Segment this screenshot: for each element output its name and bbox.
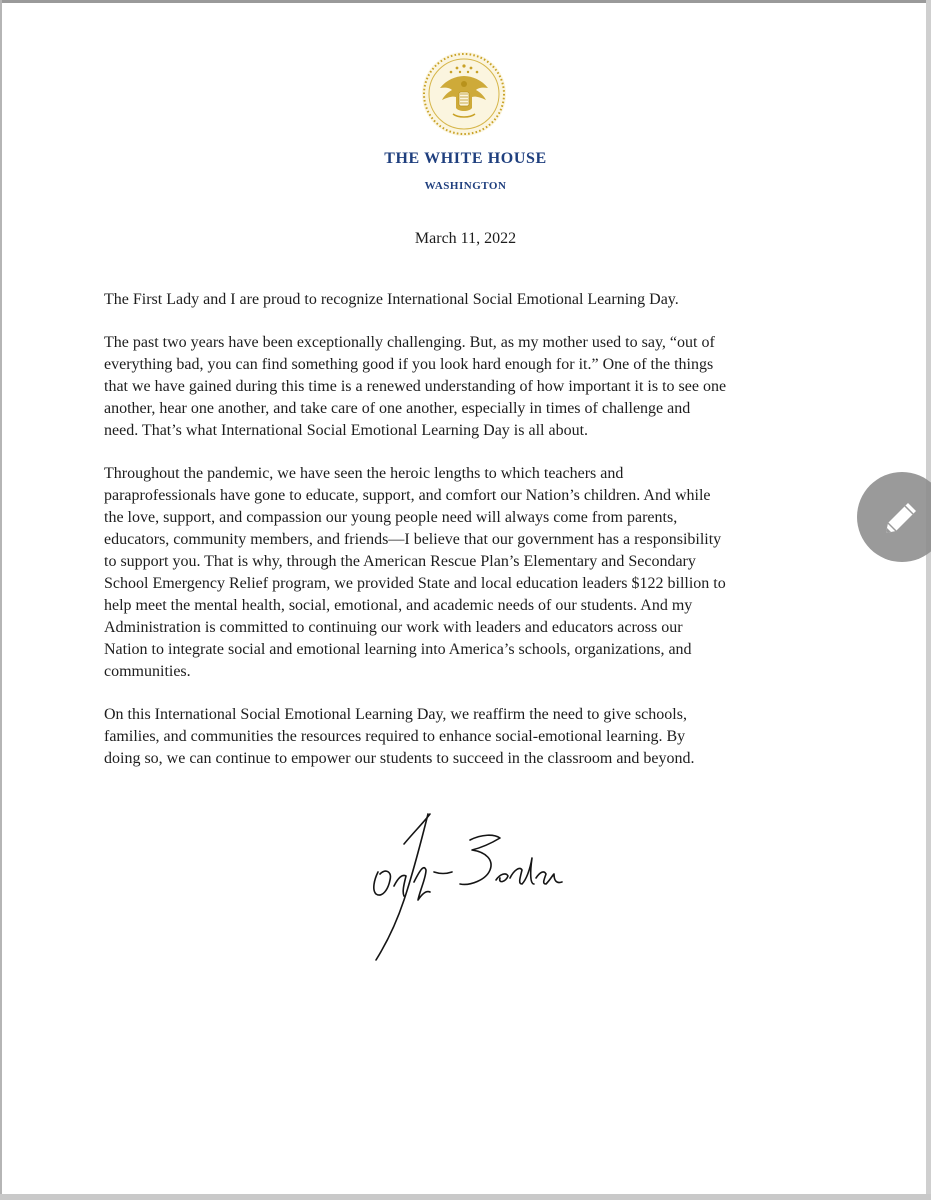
paragraph-line: The First Lady and I are proud to recognize International Social Emotional Learning Day. — [104, 291, 679, 308]
paragraph-line: need. That’s what International Social Emotional Learning Day is all about. — [104, 422, 589, 439]
letterhead-location: WASHINGTON — [424, 180, 507, 192]
paragraph-line: School Emergency Relief program, we provided State and local education leaders $122 billion to — [104, 575, 726, 592]
paragraph-line: Administration is committed to continuing our work with leaders and educators across our — [104, 619, 683, 636]
paragraph-line: everything bad, you can find something good if you look hard enough for it.” One of the things — [104, 356, 714, 373]
scan-edge-bottom — [0, 1194, 931, 1200]
paragraph-line: paraprofessionals have gone to educate, support, and comfort our Nation’s children. And while — [104, 487, 711, 504]
paragraph-line: to support you. That is why, through the American Rescue Plan’s Elementary and Secondary — [104, 553, 696, 570]
paragraph-2 — [104, 332, 824, 442]
letterhead-title: THE WHITE HOUSE — [384, 150, 547, 167]
paragraph-line: communities. — [104, 663, 191, 680]
paragraph-line: the love, support, and compassion our young people need will always come from parents, — [104, 509, 678, 526]
paragraph-line: another, hear one another, and take care of one another, especially in times of challenge and — [104, 400, 691, 417]
edit-button[interactable] — [857, 472, 931, 562]
paragraph-line: The past two years have been exceptionally challenging. But, as my mother used to say, “out of — [104, 334, 715, 351]
paragraph-line: Throughout the pandemic, we have seen the heroic lengths to which teachers and — [104, 465, 624, 482]
paragraph-line: that we have gained during this time is a renewed understanding of how important it is to see one — [104, 378, 727, 395]
paragraph-4 — [104, 704, 824, 770]
letter-body — [104, 289, 824, 791]
scan-edge-top — [0, 0, 931, 3]
paragraph-line: help meet the mental health, social, emotional, and academic needs of our students. And my — [104, 597, 693, 614]
paragraph-line: doing so, we can continue to empower our students to succeed in the classroom and beyond. — [104, 750, 695, 767]
paragraph-1 — [104, 289, 824, 311]
paragraph-line: families, and communities the resources required to enhance social-emotional learning. By — [104, 728, 686, 745]
paragraph-line: educators, community members, and friends—I believe that our government has a responsibility — [104, 531, 722, 548]
handwritten-signature-icon — [330, 808, 570, 968]
paragraph-line: Nation to integrate social and emotional learning into America’s schools, organizations, and — [104, 641, 692, 658]
pencil-icon — [880, 495, 920, 539]
paragraph-line: On this International Social Emotional Learning Day, we reaffirm the need to give schools, — [104, 706, 687, 723]
paragraph-3 — [104, 463, 824, 683]
letter-date: March 11, 2022 — [414, 230, 517, 247]
presidential-seal-icon — [420, 50, 508, 138]
